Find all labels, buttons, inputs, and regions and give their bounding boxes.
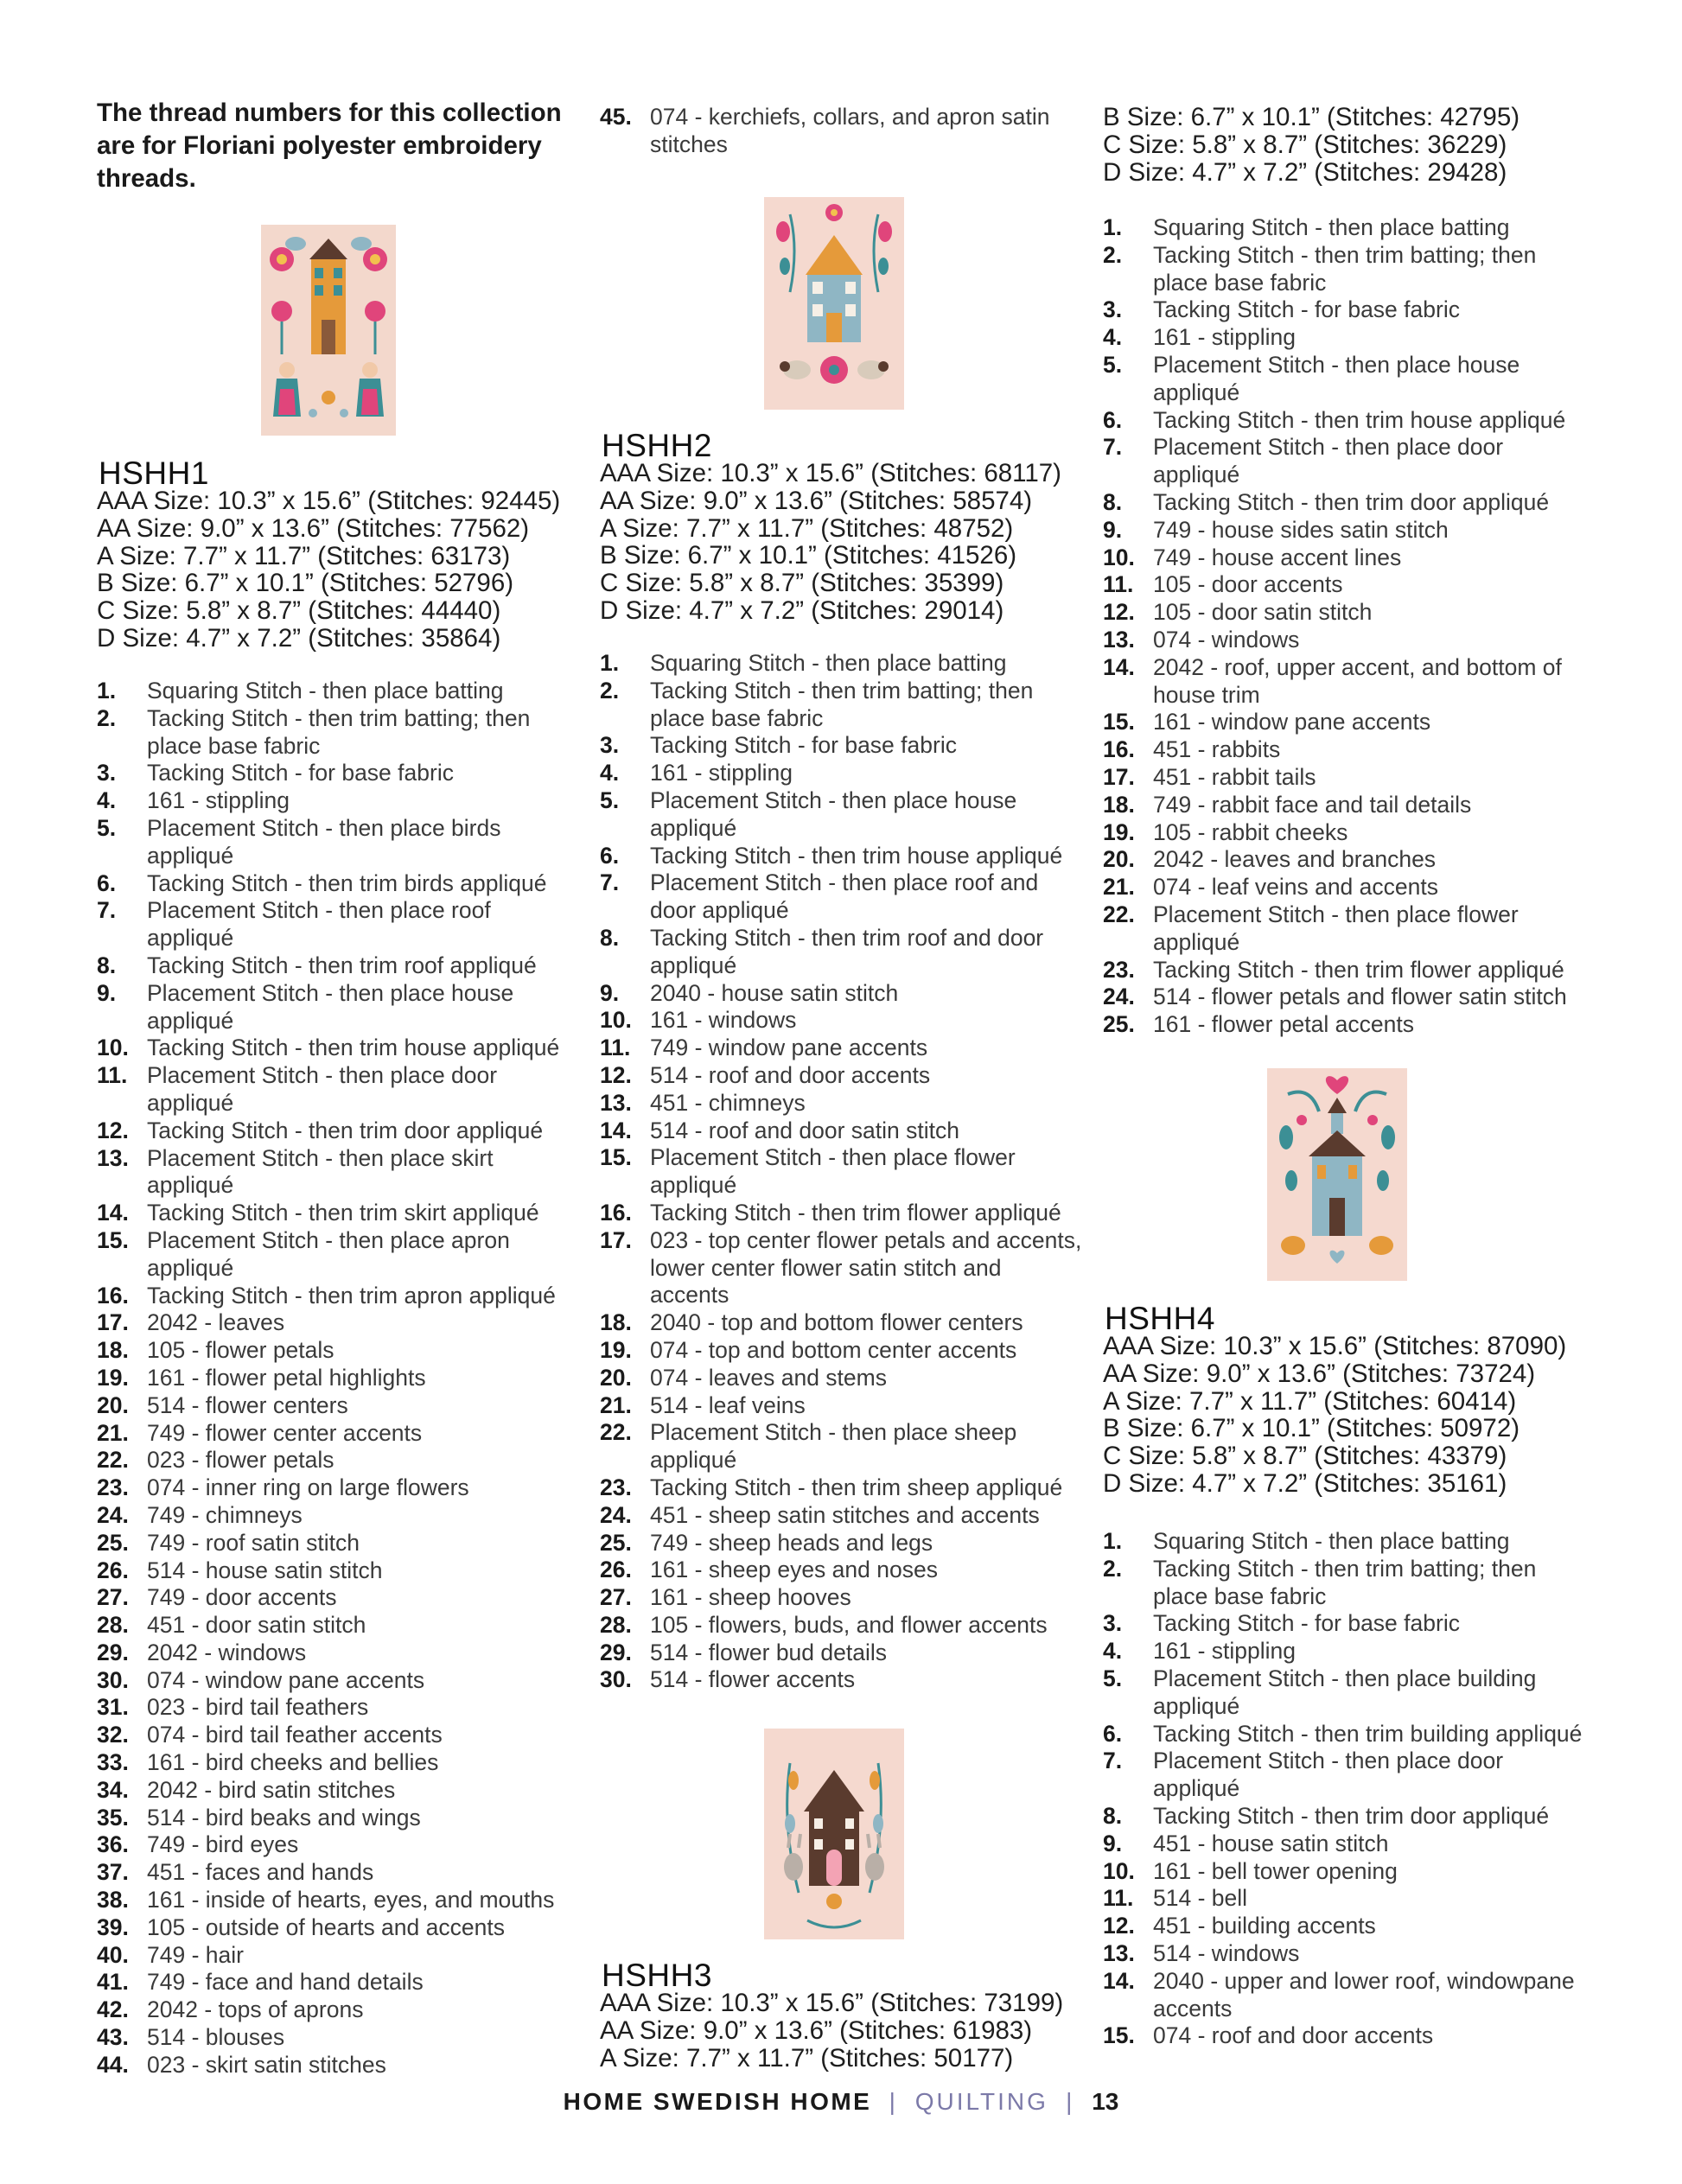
step-item: 16. 451 - rabbits bbox=[1103, 736, 1281, 763]
steps-list-hshh1-part1 bbox=[97, 678, 581, 2079]
size-line: C Size: 5.8” x 8.7” (Stitches: 44440) bbox=[97, 596, 501, 626]
step-item: 13. 074 - windows bbox=[1103, 626, 1300, 653]
step-item: 22. Placement Stitch - then place sheep appliqué bbox=[600, 1419, 1017, 1474]
step-item: 10. Tacking Stitch - then trim house appliqué bbox=[97, 1035, 560, 1061]
step-item: 25. 749 - sheep heads and legs bbox=[600, 1529, 933, 1556]
step-item: 1. Squaring Stitch - then place batting bbox=[97, 678, 504, 704]
steps-list-hshh4 bbox=[1103, 1528, 1587, 2050]
step-item: 1. Squaring Stitch - then place batting bbox=[600, 650, 1007, 676]
step-item: 15. 074 - roof and door accents bbox=[1103, 2022, 1434, 2049]
size-line: B Size: 6.7” x 10.1” (Stitches: 41526) bbox=[600, 541, 1017, 570]
intro-note: The thread numbers for this collection are for Floriani polyester embroidery threads. bbox=[97, 99, 562, 193]
step-item: 25. 161 - flower petal accents bbox=[1103, 1011, 1414, 1038]
step-item: 10. 161 - bell tower opening bbox=[1103, 1857, 1398, 1884]
size-line: C Size: 5.8” x 8.7” (Stitches: 35399) bbox=[600, 569, 1004, 598]
pattern-thumbnail-hshh1 bbox=[261, 225, 396, 436]
size-line: AAA Size: 10.3” x 15.6” (Stitches: 73199) bbox=[600, 1989, 1064, 2017]
step-item: 45. 074 - kerchiefs, collars, and apron satin stitches bbox=[600, 104, 1050, 157]
step-item: 4. 161 - stippling bbox=[97, 787, 290, 814]
step-item: 3. Tacking Stitch - for base fabric bbox=[600, 732, 957, 759]
step-item: 15. Placement Stitch - then place apron appliqué bbox=[97, 1226, 510, 1281]
step-item: 8. Tacking Stitch - then trim roof and door appliqué bbox=[600, 924, 1044, 978]
step-item: 4. 161 - stippling bbox=[1103, 324, 1296, 351]
step-item: 14. 514 - roof and door satin stitch bbox=[600, 1117, 959, 1143]
step-item: 7. Placement Stitch - then place roof appliqué bbox=[97, 897, 491, 952]
step-item: 30. 074 - window pane accents bbox=[97, 1666, 425, 1693]
step-item: 18. 749 - rabbit face and tail details bbox=[1103, 791, 1472, 818]
step-item: 9. 749 - house sides satin stitch bbox=[1103, 516, 1449, 543]
step-item: 5. Placement Stitch - then place birds appliqué bbox=[97, 814, 501, 869]
pattern-thumbnail-hshh4 bbox=[1267, 1068, 1407, 1281]
pattern-title-hshh3: HSHH3 bbox=[602, 1958, 712, 1993]
step-item: 37. 451 - faces and hands bbox=[97, 1859, 374, 1886]
step-item: 33. 161 - bird cheeks and bellies bbox=[97, 1749, 439, 1776]
step-item: 2. Tacking Stitch - then trim batting; then place base fabric bbox=[1103, 241, 1537, 296]
size-line: AAA Size: 10.3” x 15.6” (Stitches: 68117) bbox=[600, 459, 1062, 487]
step-item: 10. 161 - windows bbox=[600, 1007, 797, 1034]
step-item: 17. 451 - rabbit tails bbox=[1103, 763, 1316, 790]
step-item: 44. 023 - skirt satin stitches bbox=[97, 2051, 386, 2078]
step-item: 13. Placement Stitch - then place skirt appliqué bbox=[97, 1144, 494, 1199]
step-item: 28. 105 - flowers, buds, and flower accents bbox=[600, 1611, 1048, 1638]
step-item: 3. Tacking Stitch - for base fabric bbox=[1103, 1610, 1460, 1637]
pattern-title-hshh2: HSHH2 bbox=[602, 428, 712, 463]
footer-divider: | bbox=[1066, 2088, 1074, 2115]
step-item: 18. 2040 - top and bottom flower centers bbox=[600, 1309, 1023, 1336]
step-item: 40. 749 - hair bbox=[97, 1941, 244, 1968]
step-item: 11. 105 - door accents bbox=[1103, 571, 1343, 598]
step-item: 41. 749 - face and hand details bbox=[97, 1969, 424, 1996]
size-line: AA Size: 9.0” x 13.6” (Stitches: 61983) bbox=[600, 2015, 1033, 2045]
step-item: 43. 514 - blouses bbox=[97, 2024, 285, 2051]
step-item: 23. 074 - inner ring on large flowers bbox=[97, 1474, 469, 1501]
step-item: 19. 074 - top and bottom center accents bbox=[600, 1336, 1017, 1363]
step-item: 14. 2040 - upper and lower roof, windowpane accents bbox=[1103, 1967, 1575, 2022]
size-line: AAA Size: 10.3” x 15.6” (Stitches: 92445) bbox=[97, 487, 561, 515]
step-item: 10. 749 - house accent lines bbox=[1103, 544, 1402, 570]
step-item: 20. 074 - leaves and stems bbox=[600, 1364, 887, 1391]
step-item: 6. Tacking Stitch - then trim building appliqué bbox=[1103, 1720, 1583, 1747]
size-line: C Size: 5.8” x 8.7” (Stitches: 43379) bbox=[1103, 1442, 1507, 1471]
pattern-thumbnail-hshh2 bbox=[764, 197, 904, 410]
size-line: AA Size: 9.0” x 13.6” (Stitches: 58574) bbox=[600, 486, 1033, 515]
steps-list-hshh1-part2 bbox=[600, 104, 1084, 159]
size-line: B Size: 6.7” x 10.1” (Stitches: 50972) bbox=[1103, 1414, 1520, 1443]
step-item: 35. 514 - bird beaks and wings bbox=[97, 1804, 421, 1831]
step-item: 4. 161 - stippling bbox=[600, 760, 793, 786]
step-item: 24. 749 - chimneys bbox=[97, 1501, 303, 1528]
size-list-hshh2 bbox=[600, 460, 1061, 625]
step-item: 12. 105 - door satin stitch bbox=[1103, 599, 1373, 626]
step-item: 17. 023 - top center flower petals and accents, lower center flower satin stitch and accents bbox=[600, 1226, 1082, 1308]
step-item: 31. 023 - bird tail feathers bbox=[97, 1694, 369, 1721]
page-footer bbox=[0, 2088, 1682, 2116]
step-item: 8. Tacking Stitch - then trim roof appliqué bbox=[97, 952, 537, 978]
step-item: 30. 514 - flower accents bbox=[600, 1666, 856, 1693]
step-item: 13. 451 - chimneys bbox=[600, 1089, 806, 1116]
step-item: 6. Tacking Stitch - then trim house appliqué bbox=[1103, 406, 1566, 433]
size-line: AA Size: 9.0” x 13.6” (Stitches: 77562) bbox=[97, 513, 530, 543]
step-item: 22. 023 - flower petals bbox=[97, 1447, 334, 1474]
size-line: A Size: 7.7” x 11.7” (Stitches: 63173) bbox=[97, 541, 511, 570]
step-item: 27. 161 - sheep hooves bbox=[600, 1584, 851, 1611]
size-line: D Size: 4.7” x 7.2” (Stitches: 29428) bbox=[1103, 157, 1507, 187]
step-item: 22. Placement Stitch - then place flower appliqué bbox=[1103, 901, 1519, 955]
step-item: 20. 514 - flower centers bbox=[97, 1391, 348, 1418]
size-line: A Size: 7.7” x 11.7” (Stitches: 50177) bbox=[600, 2043, 1014, 2073]
step-item: 18. 105 - flower petals bbox=[97, 1337, 334, 1364]
step-item: 8. Tacking Stitch - then trim door appliqué bbox=[1103, 1802, 1550, 1829]
magazine-title: HOME SWEDISH HOME bbox=[563, 2088, 872, 2115]
step-item: 42. 2042 - tops of aprons bbox=[97, 1996, 364, 2023]
step-item: 5. Placement Stitch - then place building appliqué bbox=[1103, 1665, 1537, 1719]
size-line: C Size: 5.8” x 8.7” (Stitches: 36229) bbox=[1103, 130, 1507, 159]
step-item: 21. 749 - flower center accents bbox=[97, 1419, 423, 1446]
step-item: 5. Placement Stitch - then place house appliqué bbox=[600, 786, 1017, 841]
page-number: 13 bbox=[1092, 2088, 1119, 2115]
step-item: 38. 161 - inside of hearts, eyes, and mouths bbox=[97, 1887, 555, 1913]
step-item: 11. 514 - bell bbox=[1103, 1885, 1248, 1912]
step-item: 12. 451 - building accents bbox=[1103, 1913, 1376, 1939]
size-line: B Size: 6.7” x 10.1” (Stitches: 42795) bbox=[1103, 103, 1520, 131]
pattern-title-hshh4: HSHH4 bbox=[1105, 1301, 1215, 1336]
step-item: 7. Placement Stitch - then place door appliqué bbox=[1103, 1748, 1504, 1802]
size-line: D Size: 4.7” x 7.2” (Stitches: 29014) bbox=[600, 595, 1004, 625]
step-item: 27. 749 - door accents bbox=[97, 1584, 337, 1611]
step-item: 24. 514 - flower petals and flower satin stitch bbox=[1103, 984, 1567, 1010]
step-item: 6. Tacking Stitch - then trim house appliqué bbox=[600, 842, 1063, 869]
step-item: 8. Tacking Stitch - then trim door appliqué bbox=[1103, 488, 1550, 515]
step-item: 13. 514 - windows bbox=[1103, 1939, 1300, 1966]
house-folk-girls-icon bbox=[261, 225, 396, 436]
steps-list-hshh3 bbox=[1103, 214, 1587, 1039]
step-item: 12. 514 - roof and door accents bbox=[600, 1061, 931, 1088]
step-item: 12. Tacking Stitch - then trim door appliqué bbox=[97, 1117, 544, 1143]
step-item: 17. 2042 - leaves bbox=[97, 1309, 285, 1336]
step-item: 32. 074 - bird tail feather accents bbox=[97, 1722, 443, 1748]
size-line: A Size: 7.7” x 11.7” (Stitches: 60414) bbox=[1103, 1386, 1517, 1416]
steps-list-hshh2 bbox=[600, 650, 1084, 1694]
step-item: 2. Tacking Stitch - then trim batting; then place base fabric bbox=[97, 704, 531, 759]
step-item: 9. Placement Stitch - then place house appliqué bbox=[97, 979, 514, 1034]
size-line: D Size: 4.7” x 7.2” (Stitches: 35161) bbox=[1103, 1468, 1507, 1498]
size-list-hshh3-part1 bbox=[600, 1990, 1063, 2072]
step-item: 6. Tacking Stitch - then trim birds appliqué bbox=[97, 869, 547, 896]
step-item: 11. Placement Stitch - then place door appliqué bbox=[97, 1062, 498, 1116]
step-item: 26. 161 - sheep eyes and noses bbox=[600, 1557, 938, 1583]
house-sheep-icon bbox=[764, 197, 904, 410]
size-list-hshh3-part2 bbox=[1103, 104, 1520, 186]
size-line: B Size: 6.7” x 10.1” (Stitches: 52796) bbox=[97, 569, 514, 598]
step-item: 16. Tacking Stitch - then trim apron appliqué bbox=[97, 1282, 556, 1308]
step-item: 19. 105 - rabbit cheeks bbox=[1103, 818, 1348, 845]
step-item: 14. 2042 - roof, upper accent, and bottom of house trim bbox=[1103, 653, 1562, 708]
step-item: 9. 451 - house satin stitch bbox=[1103, 1830, 1389, 1856]
step-item: 21. 074 - leaf veins and accents bbox=[1103, 874, 1438, 901]
section-name: QUILTING bbox=[914, 2088, 1048, 2115]
step-item: 4. 161 - stippling bbox=[1103, 1638, 1296, 1665]
step-item: 29. 2042 - windows bbox=[97, 1639, 307, 1665]
pattern-title-hshh1: HSHH1 bbox=[99, 455, 209, 491]
step-item: 26. 514 - house satin stitch bbox=[97, 1557, 383, 1583]
step-item: 21. 514 - leaf veins bbox=[600, 1391, 806, 1418]
step-item: 14. Tacking Stitch - then trim skirt appliqué bbox=[97, 1200, 539, 1226]
step-item: 5. Placement Stitch - then place house appliqué bbox=[1103, 351, 1520, 405]
pattern-thumbnail-hshh3 bbox=[764, 1729, 904, 1939]
church-chickens-icon bbox=[1267, 1068, 1407, 1281]
step-item: 3. Tacking Stitch - for base fabric bbox=[1103, 296, 1460, 323]
step-item: 20. 2042 - leaves and branches bbox=[1103, 846, 1437, 873]
step-item: 15. Placement Stitch - then place flower appliqué bbox=[600, 1144, 1016, 1199]
step-item: 7. Placement Stitch - then place roof and door appliqué bbox=[600, 869, 1039, 924]
step-item: 15. 161 - window pane accents bbox=[1103, 709, 1431, 735]
step-item: 39. 105 - outside of hearts and accents bbox=[97, 1913, 505, 1940]
size-line: AAA Size: 10.3” x 15.6” (Stitches: 87090) bbox=[1103, 1332, 1567, 1360]
step-item: 24. 451 - sheep satin stitches and accents bbox=[600, 1501, 1040, 1528]
step-item: 25. 749 - roof satin stitch bbox=[97, 1529, 360, 1556]
size-list-hshh1 bbox=[97, 487, 560, 653]
size-line: D Size: 4.7” x 7.2” (Stitches: 35864) bbox=[97, 623, 501, 653]
step-item: 2. Tacking Stitch - then trim batting; then place base fabric bbox=[600, 677, 1034, 731]
size-list-hshh4 bbox=[1103, 1333, 1566, 1498]
step-item: 7. Placement Stitch - then place door appliqué bbox=[1103, 434, 1504, 488]
step-item: 23. Tacking Stitch - then trim sheep appliqué bbox=[600, 1474, 1063, 1500]
size-line: A Size: 7.7” x 11.7” (Stitches: 48752) bbox=[600, 513, 1014, 543]
step-item: 34. 2042 - bird satin stitches bbox=[97, 1776, 396, 1803]
step-item: 2. Tacking Stitch - then trim batting; then place base fabric bbox=[1103, 1555, 1537, 1609]
step-item: 1. Squaring Stitch - then place batting bbox=[1103, 214, 1510, 240]
step-item: 23. Tacking Stitch - then trim flower appliqué bbox=[1103, 956, 1564, 983]
step-item: 29. 514 - flower bud details bbox=[600, 1639, 887, 1665]
step-item: 11. 749 - window pane accents bbox=[600, 1035, 928, 1061]
house-rabbits-icon bbox=[764, 1729, 904, 1939]
step-item: 1. Squaring Stitch - then place batting bbox=[1103, 1528, 1510, 1554]
step-item: 16. Tacking Stitch - then trim flower appliqué bbox=[600, 1199, 1061, 1226]
step-item: 28. 451 - door satin stitch bbox=[97, 1612, 366, 1639]
step-item: 19. 161 - flower petal highlights bbox=[97, 1364, 426, 1391]
footer-divider: | bbox=[889, 2088, 898, 2115]
step-item: 36. 749 - bird eyes bbox=[97, 1831, 299, 1858]
step-item: 3. Tacking Stitch - for base fabric bbox=[97, 760, 454, 786]
size-line: AA Size: 9.0” x 13.6” (Stitches: 73724) bbox=[1103, 1359, 1536, 1388]
step-item: 9. 2040 - house satin stitch bbox=[600, 979, 899, 1006]
